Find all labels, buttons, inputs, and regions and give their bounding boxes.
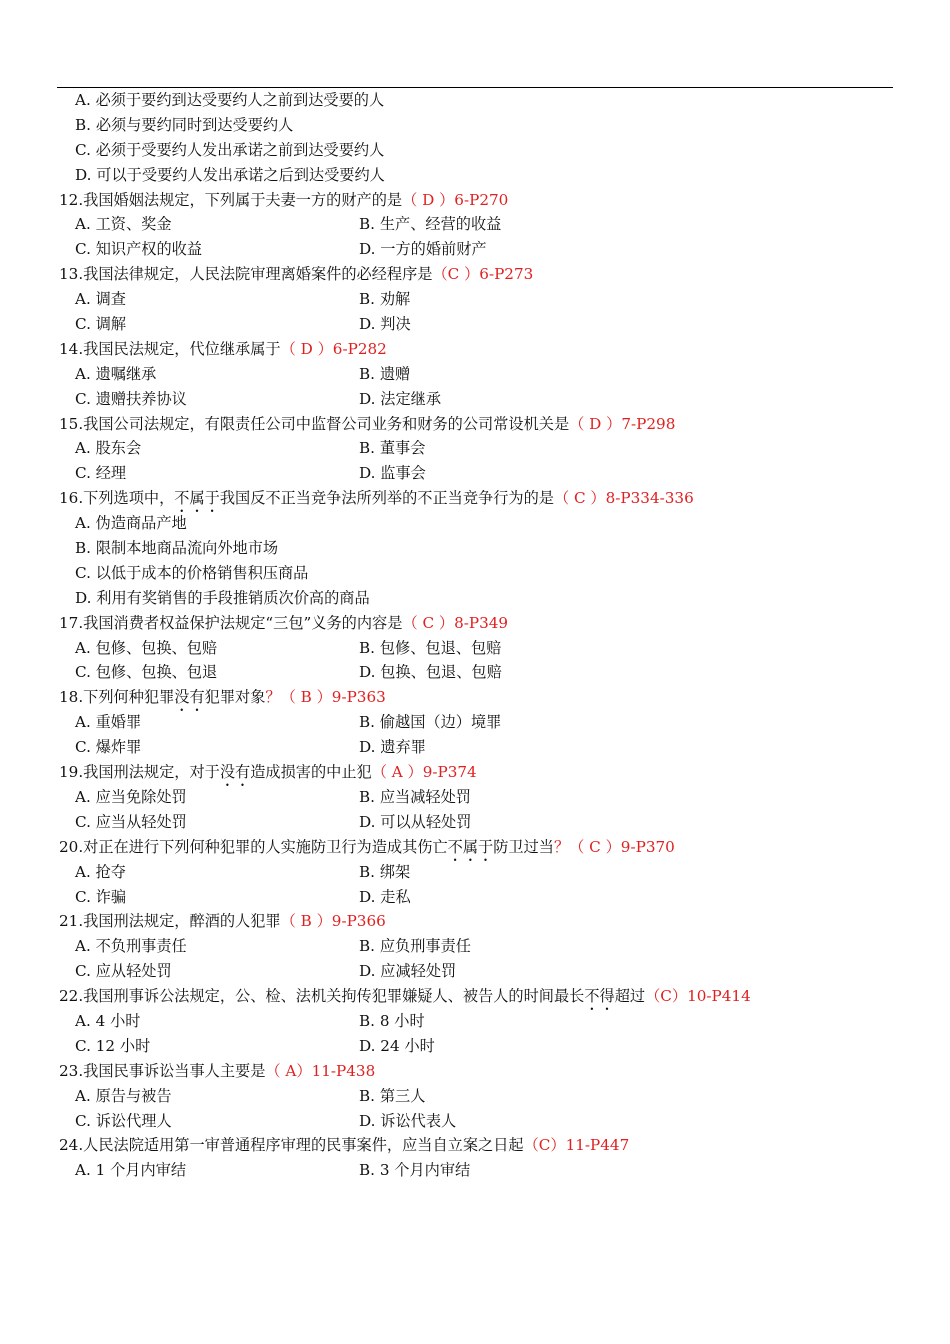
option-d: D. 走私	[359, 887, 411, 906]
option-row	[59, 934, 919, 959]
option-c: C. 知识产权的收益	[75, 240, 203, 259]
option-c: C. 包修、包换、包退	[75, 663, 218, 682]
stem-text: 19.我国刑法规定，对于	[59, 763, 220, 782]
option-c: C. 诉讼代理人	[75, 1111, 172, 1130]
option-b: B. 第三人	[359, 1086, 426, 1105]
stem-text: 21.我国刑法规定，醉酒的人犯罪	[59, 912, 281, 931]
question-stem	[59, 1133, 919, 1158]
option-d: D. 判决	[359, 315, 411, 334]
option-row	[59, 436, 919, 461]
option-a: A. 4 小时	[75, 1011, 141, 1030]
option-row	[59, 959, 919, 984]
option-d: D. 遗弃罪	[359, 738, 426, 757]
answer-key: （ D ）7-P298	[569, 414, 676, 433]
emphasized-text: 不得	[584, 987, 615, 1006]
option-a: A. 包修、包换、包赔	[75, 638, 218, 657]
question-list	[59, 88, 919, 1183]
option-row	[59, 710, 919, 735]
option-b: B. 限制本地商品流向外地市场	[75, 539, 279, 558]
answer-key: ？（ B ）9-P363	[265, 688, 386, 707]
option-row	[59, 785, 919, 810]
option-row	[59, 362, 919, 387]
answer-key: （C）11-P447	[523, 1136, 630, 1155]
option-a: A. 抢夺	[75, 862, 126, 881]
option-b: B. 劝解	[359, 290, 411, 309]
option-a: A. 伪造商品产地	[75, 514, 187, 533]
option-line	[59, 138, 919, 163]
question-stem	[59, 486, 919, 511]
option-a: A. 原告与被告	[75, 1086, 172, 1105]
option-b: B. 绑架	[359, 862, 411, 881]
option-c: C. 12 小时	[75, 1036, 151, 1055]
option-d: D. 应减轻处罚	[359, 962, 457, 981]
option-b: B. 必须与要约同时到达受要约人	[75, 115, 294, 134]
stem-text: 16.下列选项中，	[59, 489, 175, 508]
option-d: D. 24 小时	[359, 1036, 435, 1055]
answer-key: （ D ）6-P282	[280, 339, 387, 358]
question-stem	[59, 611, 919, 636]
option-a: A. 1 个月内审结	[75, 1161, 187, 1180]
option-b: B. 董事会	[359, 439, 426, 458]
answer-key: （ C ）8-P349	[402, 613, 509, 632]
stem-text: 防卫过当	[493, 837, 554, 856]
stem-text: 20.对正在进行下列何种犯罪的人实施防卫行为造成其伤亡	[59, 837, 448, 856]
stem-text: 18.下列何种犯罪	[59, 688, 175, 707]
option-d: D. 包换、包退、包赔	[359, 663, 502, 682]
answer-key: （C ）6-P273	[432, 265, 534, 284]
option-row	[59, 1009, 919, 1034]
stem-text: 14.我国民法规定，代位继承属于	[59, 339, 281, 358]
answer-key: （ A ）9-P374	[371, 763, 477, 782]
option-row	[59, 461, 919, 486]
option-b: B. 应负刑事责任	[359, 937, 471, 956]
option-b: B. 包修、包退、包赔	[359, 638, 502, 657]
stem-text: 犯罪对象	[204, 688, 266, 707]
option-b: B. 应当减轻处罚	[359, 787, 471, 806]
option-b: B. 3 个月内审结	[359, 1161, 471, 1180]
option-a: A. 股东会	[75, 439, 142, 458]
option-row	[59, 287, 919, 312]
option-c: C. 调解	[75, 315, 127, 334]
option-line	[59, 163, 919, 188]
option-d: D. 法定继承	[359, 389, 442, 408]
option-a: A. 不负刑事责任	[75, 937, 187, 956]
option-row	[59, 1034, 919, 1059]
option-row	[59, 212, 919, 237]
question-stem	[59, 412, 919, 437]
option-row	[59, 860, 919, 885]
stem-text: 我国反不正当竞争法所列举的不正当竞争行为的是	[219, 489, 554, 508]
answer-key: （ A）11-P438	[265, 1061, 376, 1080]
option-c: C. 应从轻处罚	[75, 962, 172, 981]
option-c: C. 必须于受要约人发出承诺之前到达受要约人	[75, 140, 385, 159]
option-line	[59, 586, 919, 611]
option-c: C. 遗赠扶养协议	[75, 389, 187, 408]
stem-text: 造成损害的中止犯	[250, 763, 372, 782]
option-b: B. 遗赠	[359, 364, 411, 383]
option-d: D. 诉讼代表人	[359, 1111, 457, 1130]
option-c: C. 爆炸罪	[75, 738, 142, 757]
option-b: B. 8 小时	[359, 1011, 425, 1030]
stem-text: 15.我国公司法规定，有限责任公司中监督公司业务和财务的公司常设机关是	[59, 414, 570, 433]
question-stem	[59, 685, 919, 710]
option-row	[59, 810, 919, 835]
question-stem	[59, 262, 919, 287]
option-line	[59, 88, 919, 113]
option-a: A. 应当免除处罚	[75, 787, 187, 806]
question-stem	[59, 337, 919, 362]
option-d: D. 利用有奖销售的手段推销质次价高的商品	[75, 588, 370, 607]
question-stem	[59, 984, 919, 1009]
option-b: B. 生产、经营的收益	[359, 215, 502, 234]
option-row	[59, 636, 919, 661]
answer-key: ？（ C ）9-P370	[553, 837, 675, 856]
option-line	[59, 561, 919, 586]
option-row	[59, 237, 919, 262]
option-c: C. 应当从轻处罚	[75, 812, 187, 831]
question-stem	[59, 1059, 919, 1084]
emphasized-text: 没有	[219, 763, 251, 782]
option-line	[59, 536, 919, 561]
stem-text: 12.我国婚姻法规定，下列属于夫妻一方的财产的是	[59, 190, 403, 209]
option-a: A. 调查	[75, 290, 126, 309]
stem-text: 17.我国消费者权益保护法规定“三包”义务的内容是	[59, 613, 403, 632]
answer-key: （ B ）9-P366	[280, 912, 386, 931]
stem-text: 13.我国法律规定，人民法院审理离婚案件的必经程序是	[59, 265, 433, 284]
option-row	[59, 312, 919, 337]
option-row	[59, 1158, 919, 1183]
option-d: D. 一方的婚前财产	[359, 240, 487, 259]
option-row	[59, 1084, 919, 1109]
option-line	[59, 113, 919, 138]
option-line	[59, 511, 919, 536]
option-row	[59, 735, 919, 760]
option-d: D. 可以从轻处罚	[359, 812, 472, 831]
question-stem	[59, 760, 919, 785]
option-d: D. 监事会	[359, 464, 426, 483]
option-a: A. 遗嘱继承	[75, 364, 157, 383]
stem-text: 24.人民法院适用第一审普通程序审理的民事案件，应当自立案之日起	[59, 1136, 524, 1155]
option-row	[59, 660, 919, 685]
option-b: B. 偷越国（边）境罪	[359, 713, 502, 732]
stem-text: 22.我国刑事诉公法规定，公、检、法机关拘传犯罪嫌疑人、被告人的时间最长	[59, 987, 585, 1006]
option-c: C. 以低于成本的价格销售积压商品	[75, 563, 309, 582]
emphasized-text: 不属于	[174, 489, 220, 508]
stem-text: 23.我国民事诉讼当事人主要是	[59, 1061, 266, 1080]
question-stem	[59, 909, 919, 934]
option-d: D. 可以于受要约人发出承诺之后到达受要约人	[75, 165, 385, 184]
option-a: A. 必须于要约到达受要约人之前到达受要的人	[75, 91, 385, 109]
option-row	[59, 1109, 919, 1134]
option-a: A. 工资、奖金	[75, 215, 172, 234]
option-c: C. 经理	[75, 464, 127, 483]
question-stem	[59, 835, 919, 860]
emphasized-text: 没有	[174, 688, 205, 707]
answer-key: （C）10-P414	[645, 987, 751, 1006]
option-row	[59, 387, 919, 412]
option-c: C. 诈骗	[75, 887, 127, 906]
option-row	[59, 885, 919, 910]
answer-key: （ C ）8-P334-336	[553, 489, 694, 508]
answer-key: （ D ）6-P270	[402, 190, 509, 209]
question-stem	[59, 188, 919, 213]
stem-text: 超过	[614, 987, 646, 1006]
option-a: A. 重婚罪	[75, 713, 142, 732]
emphasized-text: 不属于	[447, 837, 494, 856]
